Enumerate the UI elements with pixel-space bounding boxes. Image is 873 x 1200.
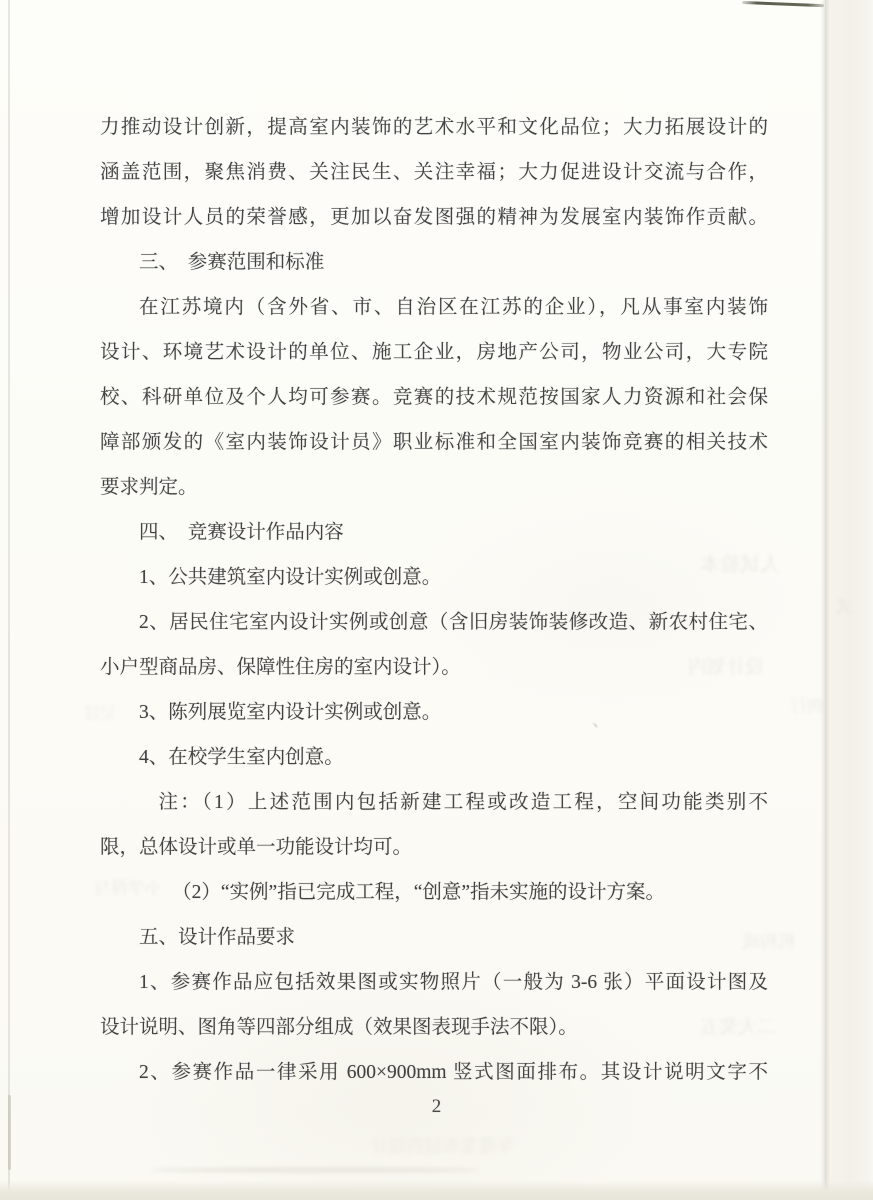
scan-corner-line xyxy=(742,1,824,7)
doc-line: 注：（1）上述范围内包括新建工程或改造工程，空间功能类别不 xyxy=(158,792,768,813)
scan-bottom-smudge xyxy=(150,1168,480,1172)
scan-right-edge-band xyxy=(825,0,873,1200)
doc-line: 力推动设计创新，提高室内装饰的艺术水平和文化品位；大力拓展设计的 xyxy=(100,117,768,138)
bleed-through-mark: 小学得与 xyxy=(94,879,162,898)
doc-line: 限，总体设计或单一功能设计均可。 xyxy=(100,837,413,858)
doc-line: 2、居民住宅室内设计实例或创意（含旧房装饰装修改造、新农村住宅、 xyxy=(139,612,768,633)
bleed-through-mark: 年度发布过的设计 xyxy=(370,1136,514,1156)
doc-line: 涵盖范围，聚焦消费、关注民生、关注幸福；大力促进设计交流与合作， xyxy=(100,162,768,183)
doc-line: 增加设计人员的荣誉感，更加以奋发图强的精神为发展室内装饰作贡献。 xyxy=(100,207,768,228)
page-number: 2 xyxy=(431,1096,442,1117)
doc-line: （2）“实例”指已完成工程，“创意”指未实施的设计方案。 xyxy=(172,882,666,903)
document-body xyxy=(100,105,768,1095)
doc-line: 要求判定。 xyxy=(100,477,198,498)
scan-bottom-edge-band xyxy=(0,1180,873,1200)
scan-left-edge-line xyxy=(8,0,10,1200)
bleed-through-mark: 人试验本 xyxy=(700,554,780,576)
bleed-through-mark: 设计划内 xyxy=(688,657,765,678)
bleed-through-mark: 、 xyxy=(592,710,610,730)
bleed-through-mark: 机构成 xyxy=(742,932,796,952)
doc-line: 设计说明、图角等四部分组成（效果图表现手法不限）。 xyxy=(100,1017,578,1038)
doc-line: 1、参赛作品应包括效果图或实物照片（一般为 3-6 张）平面设计图及 xyxy=(139,972,768,993)
bleed-through-mark: 二大奖五 xyxy=(700,1017,777,1038)
doc-line: 三、 参赛范围和标准 xyxy=(139,252,325,273)
doc-line: 2、参赛作品一律采用 600×900mm 竖式图面排布。其设计说明文字不 xyxy=(139,1062,768,1083)
doc-line: 4、在校学生室内创意。 xyxy=(139,747,344,768)
document-lines xyxy=(100,105,768,1095)
doc-line: 设计、环境艺术设计的单位、施工企业，房地产公司，物业公司，大专院 xyxy=(100,342,768,363)
bleed-through-mark: 记过 xyxy=(84,705,117,722)
doc-line: 1、公共建筑室内设计实例或创意。 xyxy=(139,567,442,588)
doc-line: 小户型商品房、保障性住房的室内设计）。 xyxy=(100,657,461,678)
doc-line: 3、陈列展览室内设计实例或创意。 xyxy=(139,702,442,723)
bleed-through-mark: 例行 xyxy=(790,697,824,716)
doc-line: 在江苏境内（含外省、市、自治区在江苏的企业），凡从事室内装饰 xyxy=(139,297,768,318)
doc-line: 校、科研单位及个人均可参赛。竞赛的技术规范按国家人力资源和社会保 xyxy=(100,387,768,408)
doc-line: 障部颁发的《室内装饰设计员》职业标准和全国室内装饰竞赛的相关技术 xyxy=(100,432,768,453)
doc-line: 四、 竞赛设计作品内容 xyxy=(139,522,344,543)
doc-line: 五、设计作品要求 xyxy=(139,927,296,948)
